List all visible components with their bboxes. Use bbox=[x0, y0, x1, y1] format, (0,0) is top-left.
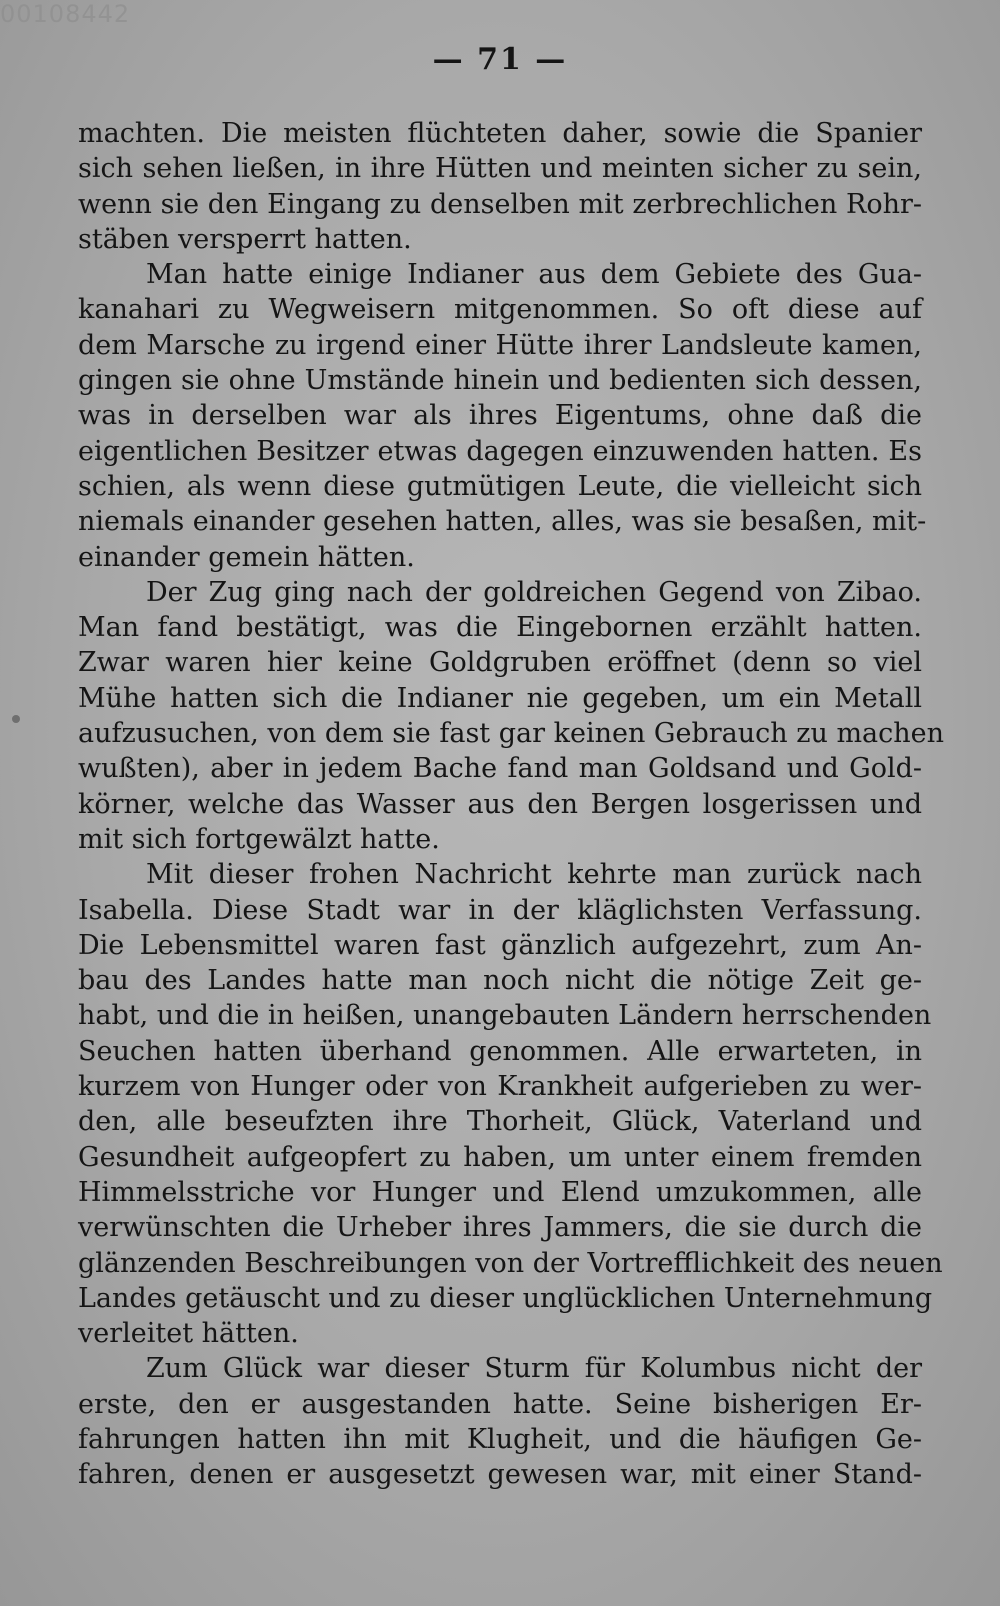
text-line: machten. Die meisten flüchteten daher, sowie die Spanier bbox=[78, 118, 922, 149]
text-line: Isabella. Diese Stadt war in der kläglichsten Verfassung. bbox=[78, 894, 922, 926]
text-line: gingen sie ohne Umstände hinein und bedienten sich dessen, bbox=[78, 365, 922, 397]
text-line: einander gemein hätten. bbox=[78, 541, 415, 573]
text-line: Zum Glück war dieser Sturm für Kolumbus nicht der bbox=[146, 1353, 922, 1385]
text-line: eigentlichen Besitzer etwas dagegen einzuwenden hatten. Es bbox=[78, 435, 922, 467]
text-line: wußten), aber in jedem Bache fand man Goldsand und Gold- bbox=[78, 753, 922, 785]
text-line: verleitet hätten. bbox=[78, 1318, 299, 1350]
paper-speck bbox=[12, 715, 20, 723]
text-line: körner, welche das Wasser aus den Bergen losgerissen und bbox=[78, 788, 922, 820]
text-line: was in derselben war als ihres Eigentums, ohne daß die bbox=[78, 400, 922, 432]
text-line: Seuchen hatten überhand genommen. Alle erwarteten, in bbox=[78, 1035, 922, 1067]
text-line: mit sich fortgewälzt hatte. bbox=[78, 823, 440, 855]
text-line: kanahari zu Wegweisern mitgenommen. So oft diese auf bbox=[78, 294, 922, 326]
text-line: glänzenden Beschreibungen von der Vortrefflichkeit des neuen bbox=[78, 1247, 943, 1279]
text-line: habt, und die in heißen, unangebauten Ländern herrschenden bbox=[78, 1000, 932, 1032]
text-line: Die Lebensmittel waren fast gänzlich aufgezehrt, zum An- bbox=[78, 929, 922, 961]
text-line: Mit dieser frohen Nachricht kehrte man zurück nach bbox=[146, 859, 922, 891]
text-line: verwünschten die Urheber ihres Jammers, die sie durch die bbox=[78, 1212, 922, 1244]
text-line: sich sehen ließen, in ihre Hütten und meinten sicher zu sein, bbox=[78, 153, 922, 185]
text-line: Gesundheit aufgeopfert zu haben, um unter einem fremden bbox=[78, 1141, 922, 1173]
text-line: schien, als wenn diese gutmütigen Leute, die vielleicht sich bbox=[78, 470, 922, 502]
text-line: kurzem von Hunger oder von Krankheit aufgerieben zu wer- bbox=[78, 1071, 922, 1103]
page-number: — 71 — bbox=[432, 42, 568, 77]
text-line: aufzusuchen, von dem sie fast gar keinen Gebrauch zu machen bbox=[78, 718, 945, 750]
text-line: dem Marsche zu irgend einer Hütte ihrer Landsleute kamen, bbox=[78, 329, 922, 361]
body-text bbox=[78, 116, 945, 1493]
text-line: bau des Landes hatte man noch nicht die nötige Zeit ge- bbox=[78, 965, 922, 997]
catalog-stamp: 00108442 bbox=[0, 0, 131, 28]
text-line: stäben versperrt hatten. bbox=[78, 223, 412, 255]
text-line: niemals einander gesehen hatten, alles, was sie besaßen, mit- bbox=[78, 506, 927, 538]
text-line: erste, den er ausgestanden hatte. Seine bisherigen Er- bbox=[78, 1388, 922, 1420]
text-line: wenn sie den Eingang zu denselben mit zerbrechlichen Rohr- bbox=[78, 188, 922, 220]
text-line: Himmelsstriche vor Hunger und Elend umzukommen, alle bbox=[78, 1176, 922, 1208]
text-line: Der Zug ging nach der goldreichen Gegend von Zibao. bbox=[146, 576, 922, 608]
text-line: Zwar waren hier keine Goldgruben eröffnet (denn so viel bbox=[78, 647, 922, 679]
text-line: Mühe hatten sich die Indianer nie gegeben, um ein Metall bbox=[78, 682, 922, 714]
text-line: fahren, denen er ausgesetzt gewesen war, mit einer Stand- bbox=[78, 1459, 922, 1491]
text-line: den, alle beseufzten ihre Thorheit, Glück, Vaterland und bbox=[78, 1106, 922, 1138]
text-line: Man hatte einige Indianer aus dem Gebiete des Gua- bbox=[146, 259, 922, 291]
text-line: fahrungen hatten ihn mit Klugheit, und die häufigen Ge- bbox=[78, 1423, 922, 1455]
text-line: Landes getäuscht und zu dieser unglücklichen Unternehmung bbox=[78, 1282, 933, 1314]
text-line: Man fand bestätigt, was die Eingebornen erzählt hatten. bbox=[78, 612, 922, 644]
